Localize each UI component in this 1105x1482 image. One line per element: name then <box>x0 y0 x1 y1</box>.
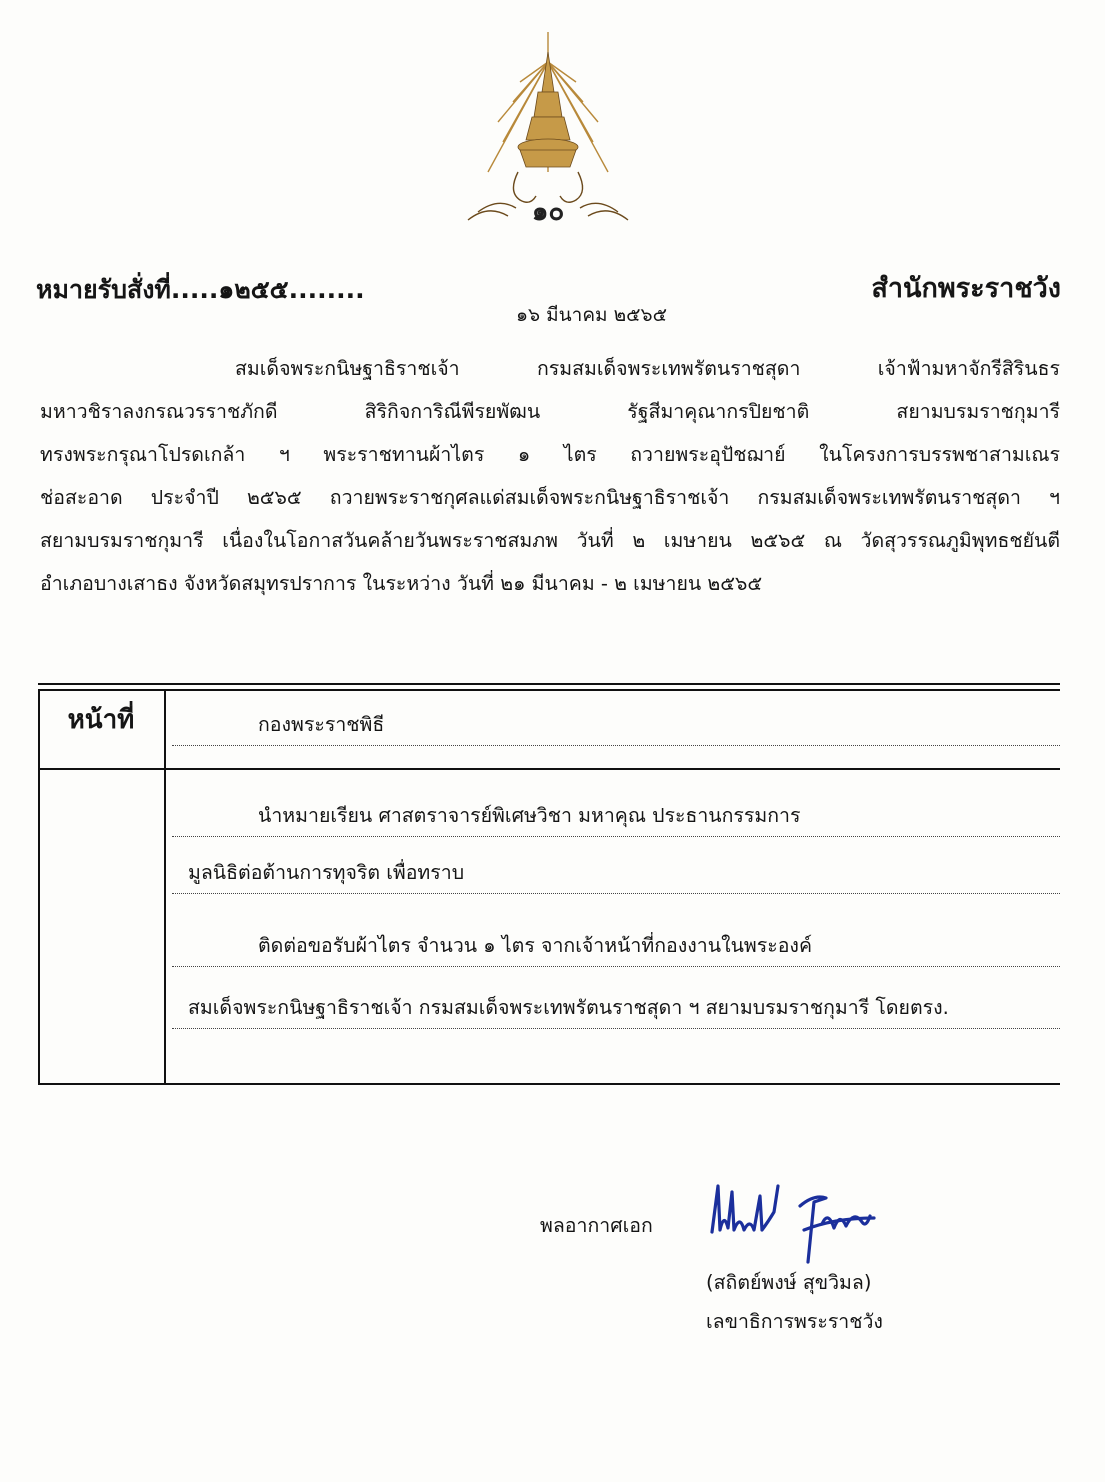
emblem-numeral: ๑๐ <box>531 197 565 227</box>
signer-name: (สถิตย์พงษ์ สุขวิมล) <box>706 1271 872 1294</box>
signer-rank: พลอากาศเอก <box>540 1214 653 1237</box>
table-rule <box>38 768 1060 770</box>
body-line: ทรงพระกรุณาโปรดเกล้า ฯ พระราชทานผ้าไตร ๑ ไตร ถวายพระอุปัชฌาย์ ในโครงการบรรพชาสามเณร <box>40 443 1060 466</box>
table-rule <box>38 1083 1060 1085</box>
body-line: ช่อสะอาด ประจำปี ๒๕๖๕ ถวายพระราชกุศลแด่สมเด็จพระกนิษฐาธิราชเจ้า กรมสมเด็จพระเทพรัตนราชสุดา ฯ <box>40 486 1060 509</box>
order-number <box>36 270 365 310</box>
duty-assignee: กองพระราชพิธี <box>172 705 1060 746</box>
duty-line: ติดต่อขอรับผ้าไตร จำนวน ๑ ไตร จากเจ้าหน้าที่กองงานในพระองค์ <box>172 926 1060 967</box>
order-dots-after: ........ <box>288 275 365 304</box>
table-rule <box>164 689 166 1085</box>
order-prefix: หมายรับสั่งที่ <box>36 275 171 304</box>
body-line: สมเด็จพระกนิษฐาธิราชเจ้า กรมสมเด็จพระเทพรัตนราชสุดา เจ้าฟ้ามหาจักรีสิรินธร <box>235 357 1060 380</box>
order-dots-before: ..... <box>170 275 219 304</box>
office-name: สำนักพระราชวัง <box>871 273 1061 304</box>
document-date: ๑๖ มีนาคม ๒๕๖๕ <box>516 304 667 326</box>
body-line: อำเภอบางเสาธง จังหวัดสมุทรปราการ ในระหว่าง วันที่ ๒๑ มีนาคม - ๒ เมษายน ๒๕๖๕ <box>40 572 763 595</box>
handwritten-signature <box>704 1172 884 1272</box>
royal-emblem-icon <box>458 22 638 232</box>
table-rule <box>38 689 1060 691</box>
duty-label: หน้าที่ <box>67 705 135 735</box>
duty-line: สมเด็จพระกนิษฐาธิราชเจ้า กรมสมเด็จพระเทพรัตนราชสุดา ฯ สยามบรมราชกุมารี โดยตรง. <box>172 988 1060 1029</box>
table-rule <box>38 689 40 1085</box>
signer-title: เลขาธิการพระราชวัง <box>706 1310 883 1333</box>
body-paragraph <box>40 352 1060 610</box>
body-line: สยามบรมราชกุมารี เนื่องในโอกาสวันคล้ายวันพระราชสมภพ วันที่ ๒ เมษายน ๒๕๖๕ ณ วัดสุวรรณภูมิพุทธชยันตี <box>40 529 1060 552</box>
duty-line: นำหมายเรียน ศาสตราจารย์พิเศษวิชา มหาคุณ ประธานกรรมการ <box>172 796 1060 837</box>
table-rule <box>38 683 1060 685</box>
duty-line: มูลนิธิต่อต้านการทุจริต เพื่อทราบ <box>172 853 1060 894</box>
duty-table <box>38 683 1060 1085</box>
body-line: มหาวชิราลงกรณวรราชภักดี สิริกิจการิณีพีรยพัฒน รัฐสีมาคุณากรปิยชาติ สยามบรมราชกุมารี <box>40 400 1060 423</box>
order-number-value: ๑๒๕๕ <box>218 275 289 304</box>
